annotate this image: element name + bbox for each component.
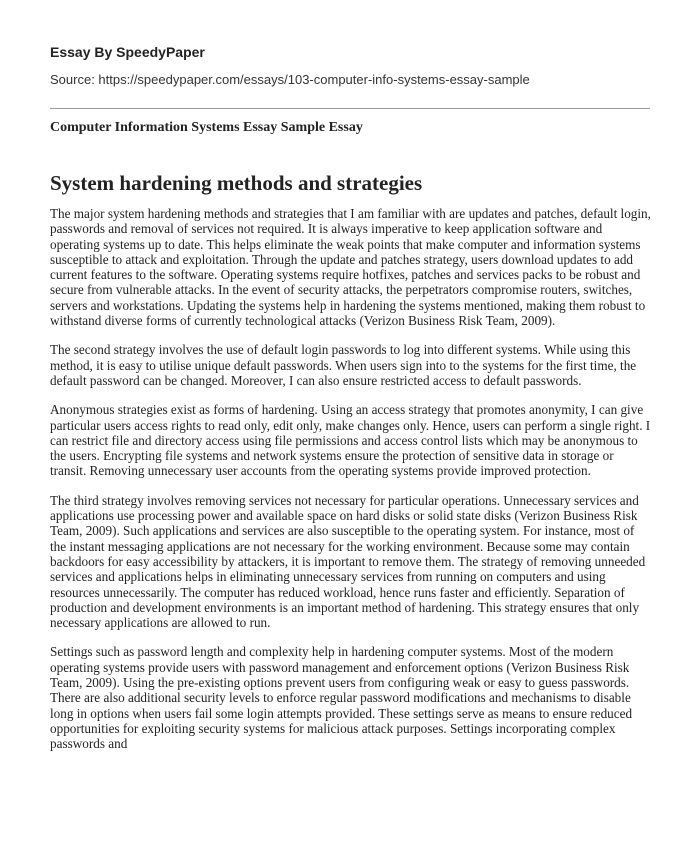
paragraph-updates-patches: The major system hardening methods and strategies that I am familiar with are updates and patches, default login, passwords and removal of services not required. It is always imperative to keep application software and operating systems up to date. This helps eliminate the weak points that make computer and information systems susceptible to attack and exploitation. Through the update and patches strategy, users download updates to add current features to the software. Operating systems require hotfixes, patches and services packs to be robust and secure from vulnerable attacks. In the event of security attacks, the perpetrators compromise routers, switches, servers and workstations. Updating the systems help in hardening the systems mentioned, making them robust to withstand diverse forms of currently technological attacks (Verizon Business Risk Team, 2009).: [50, 206, 651, 329]
source-line: Source: https://speedypaper.com/essays/103-computer-info-systems-essay-sample: [50, 72, 530, 87]
header-divider: [50, 108, 650, 109]
essay-author-line: Essay By SpeedyPaper: [50, 44, 205, 60]
paragraph-removing-services: The third strategy involves removing services not necessary for particular operations. Unnecessary services and applications use processing power and available space on hard disks or solid state disks (Verizon Business Risk Team, 2009). Such applications and services are also susceptible to the operating system. For instance, most of the instant messaging applications are not necessary for the working environment. Because some may contain backdoors for easy accessibility by attackers, it is important to remove them. The strategy of removing unneeded services and applications helps in eliminating unnecessary services from running on computers and using resources unnecessarily. The computer has reduced workload, hence runs faster and efficiently. Separation of production and development environments is an important method of hardening. This strategy ensures that only necessary applications are allowed to run.: [50, 492, 646, 631]
section-heading: System hardening methods and strategies: [50, 171, 423, 195]
essay-body: [50, 206, 652, 766]
paragraph-password-settings: Settings such as password length and complexity help in hardening computer systems. Most of the modern operating systems provide users with password management and enforcement options (Verizon Business Risk Team, 2009). Using the pre-existing options prevent users from configuring weak or easy to guess passwords. There are also additional security levels to enforce regular password modifications and mechanisms to disable long in options when users fail some login attempts provided. These settings serve as means to ensure reduced opportunities for exploiting security systems for malicious attack purposes. Settings incorporating complex passwords and: [50, 644, 633, 752]
paragraph-anonymous-strategies: Anonymous strategies exist as forms of hardening. Using an access strategy that promotes anonymity, I can give particular users access rights to read only, edit only, make changes only. Hence, users can perform a single right. I can restrict file and directory access using file permissions and access control lists which may be anonymous to the users. Encrypting file systems and network systems ensure the protection of sensitive data in storage or transit. Removing unnecessary user accounts from the operating systems provide improved protection.: [50, 402, 651, 479]
paragraph-default-login: The second strategy involves the use of default login passwords to log into different systems. While using this method, it is easy to utilise unique default passwords. When users sign into to the systems for the first time, the default password can be changed. Moreover, I can also ensure restricted access to default passwords.: [50, 342, 637, 388]
document-title: Computer Information Systems Essay Sample Essay: [50, 120, 363, 135]
